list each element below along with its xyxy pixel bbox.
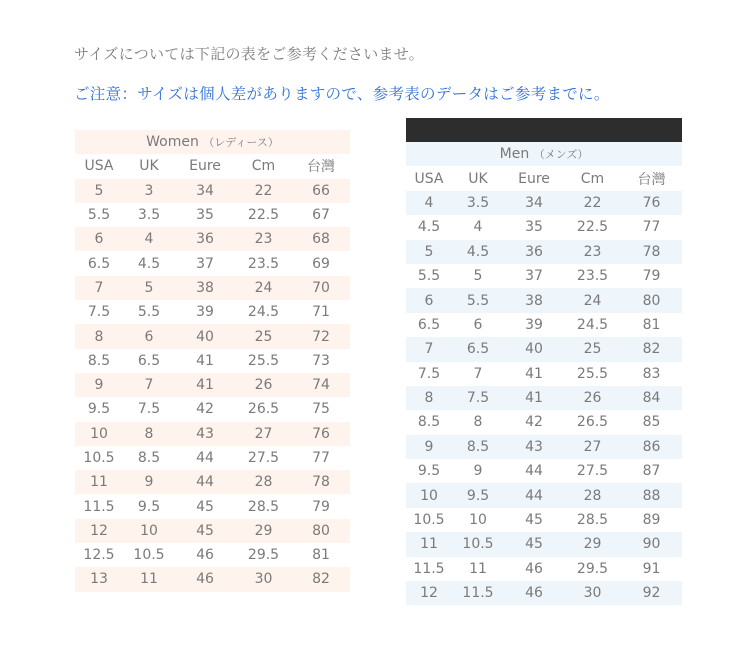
women-header-cm: Cm [251, 158, 276, 175]
intro-text: サイズについては下記の表をご参考くださいませ。 [74, 45, 424, 63]
men-table-row [406, 483, 682, 507]
men-table-cell: 8 [424, 390, 434, 407]
women-table-row [75, 446, 350, 470]
women-table-body [75, 179, 350, 592]
women-table-cell: 37 [196, 255, 214, 272]
men-table-cell: 38 [525, 292, 543, 309]
men-table-cell: 79 [642, 268, 661, 285]
men-table-cell: 10 [420, 487, 438, 504]
men-table-cell: 9 [473, 463, 483, 480]
women-table-cell: 79 [312, 498, 330, 515]
men-table-row [406, 532, 682, 556]
men-table-cell: 7 [473, 365, 483, 382]
men-table-cell: 7 [424, 341, 434, 358]
women-table-cell: 11 [140, 571, 158, 588]
men-table-cell: 24.5 [576, 316, 609, 333]
men-title-sub: （メンズ） [533, 148, 589, 162]
men-table-row [406, 557, 682, 581]
men-table-cell: 45 [525, 536, 543, 553]
women-table-cell: 68 [312, 231, 330, 248]
women-table-row [75, 203, 350, 227]
women-table-cell: 5 [144, 279, 154, 296]
women-table-row [75, 324, 350, 348]
men-table-cell: 5 [473, 268, 483, 285]
men-table-cell: 11 [420, 536, 438, 553]
men-table-cell: 8.5 [417, 414, 441, 431]
men-table-row [406, 435, 682, 459]
women-table-cell: 9.5 [87, 401, 111, 418]
women-table-row [75, 300, 350, 324]
women-table-cell: 4.5 [137, 255, 161, 272]
men-size-table [406, 142, 682, 605]
women-table-cell: 6.5 [87, 255, 111, 272]
men-table-cell: 9.5 [417, 463, 441, 480]
men-table-cell: 6.5 [417, 316, 441, 333]
women-table-cell: 23 [254, 231, 273, 248]
women-table-cell: 5.5 [87, 207, 111, 224]
women-table-cell: 82 [312, 571, 330, 588]
women-table-cell: 43 [196, 425, 214, 442]
men-header-row [406, 166, 682, 190]
women-table-cell: 45 [196, 498, 214, 515]
men-table-cell: 27.5 [576, 463, 609, 480]
women-table-row [75, 422, 350, 446]
men-table-cell: 6 [424, 292, 434, 309]
men-table-cell: 89 [642, 512, 661, 529]
women-table-cell: 6 [144, 328, 154, 345]
women-table-row [75, 470, 350, 494]
women-table-row [75, 567, 350, 591]
women-table-cell: 7 [94, 279, 104, 296]
women-header-usa: USA [84, 158, 114, 175]
women-header-uk: UK [139, 158, 159, 175]
women-table-row [75, 179, 350, 203]
women-table-cell: 27.5 [247, 450, 280, 466]
women-table-cell: 22.5 [247, 207, 280, 224]
women-table-cell: 9.5 [137, 498, 161, 515]
men-table-title [406, 142, 682, 166]
women-table-cell: 30 [254, 571, 273, 588]
women-table-cell: 41 [196, 352, 214, 369]
men-table-header-bar [406, 118, 682, 142]
men-table-row [406, 337, 682, 361]
men-table-cell: 9.5 [466, 487, 490, 504]
men-table-row [406, 264, 682, 288]
men-table-cell: 10 [469, 512, 487, 529]
men-table-cell: 25.5 [576, 365, 609, 382]
women-title-sub: （レディース） [203, 136, 279, 150]
women-table-title-row [75, 130, 350, 154]
men-table-cell: 12 [420, 585, 438, 602]
men-table-cell: 44 [525, 487, 543, 504]
men-table-cell: 41 [525, 390, 543, 407]
men-table-cell: 41 [525, 365, 543, 382]
women-table-cell: 25 [254, 328, 273, 345]
women-table-cell: 44 [196, 474, 214, 491]
men-table-cell: 6.5 [466, 341, 490, 358]
women-table-row [75, 494, 350, 518]
men-table-row [406, 581, 682, 605]
men-table-cell: 28.5 [576, 512, 609, 529]
women-table-cell: 24 [254, 279, 273, 296]
men-table-cell: 88 [642, 487, 661, 504]
men-table-title-row [406, 142, 682, 166]
women-table-cell: 76 [312, 425, 330, 442]
women-table-cell: 29.5 [247, 547, 280, 564]
men-table-cell: 11 [469, 560, 487, 577]
men-table-cell: 24 [583, 292, 602, 309]
women-table-cell: 10 [90, 425, 108, 442]
women-table-cell: 11 [90, 474, 108, 491]
women-table-cell: 75 [312, 401, 330, 418]
women-table-cell: 6.5 [137, 352, 161, 369]
men-table-cell: 5 [424, 243, 434, 260]
men-table-cell: 87 [642, 463, 661, 480]
women-table-cell: 73 [312, 352, 330, 369]
men-table-body [406, 191, 682, 606]
women-table-row [75, 251, 350, 275]
men-table-cell: 42 [525, 414, 543, 431]
men-table-cell: 7.5 [417, 365, 441, 382]
women-table-cell: 3 [144, 182, 154, 199]
men-table-cell: 76 [642, 194, 661, 211]
women-table-cell: 35 [196, 207, 214, 224]
women-table-cell: 13 [90, 571, 108, 588]
women-table-row [75, 276, 350, 300]
women-table-cell: 4 [144, 231, 154, 248]
women-table-cell: 28 [254, 474, 273, 491]
men-table-cell: 92 [642, 585, 661, 602]
women-table-cell: 12 [90, 522, 108, 539]
women-table-row [75, 349, 350, 373]
men-table-row [406, 386, 682, 410]
men-table-cell: 11.5 [462, 585, 494, 602]
men-table-cell: 26.5 [576, 414, 609, 431]
men-table-cell: 39 [525, 316, 543, 333]
women-table-cell: 7.5 [87, 304, 111, 321]
men-table-cell: 85 [642, 414, 661, 431]
women-table-row [75, 227, 350, 251]
men-table-cell: 25 [583, 341, 602, 358]
men-table-row [406, 288, 682, 312]
men-table-cell: 90 [642, 536, 661, 553]
women-table-cell: 10.5 [133, 547, 165, 564]
women-table-cell: 39 [196, 304, 214, 321]
men-header-usa: USA [414, 170, 444, 187]
men-table-cell: 28 [583, 487, 602, 504]
men-table-cell: 8 [473, 414, 483, 431]
women-size-table [75, 130, 350, 592]
men-table-row [406, 215, 682, 239]
men-table-row [406, 240, 682, 264]
women-table-row [75, 373, 350, 397]
women-table-cell: 34 [196, 182, 214, 199]
women-table-cell: 23.5 [247, 255, 280, 272]
women-table-cell: 67 [312, 207, 330, 224]
women-table-cell: 10.5 [83, 450, 115, 466]
women-table-cell: 9 [94, 377, 104, 394]
women-header-taiwan: 台灣 [307, 159, 335, 176]
men-table-row [406, 362, 682, 386]
women-table-cell: 8 [144, 425, 154, 442]
women-table-cell: 42 [196, 401, 214, 418]
women-table-cell: 28.5 [247, 498, 280, 515]
men-table-cell: 77 [642, 219, 661, 236]
men-table-cell: 81 [642, 316, 661, 333]
women-table-cell: 8 [94, 328, 104, 345]
women-table-cell: 26.5 [247, 401, 280, 418]
men-table-cell: 36 [525, 243, 543, 260]
women-title-label: Women [146, 134, 199, 151]
men-table-cell: 44 [525, 463, 543, 480]
women-table-cell: 44 [196, 450, 214, 466]
men-table-cell: 78 [642, 243, 661, 260]
men-table-cell: 43 [525, 438, 543, 455]
men-table-row [406, 313, 682, 337]
men-table-cell: 4 [473, 219, 483, 236]
men-table-cell: 26 [583, 390, 602, 407]
women-table-cell: 24.5 [247, 304, 280, 321]
men-table-cell: 23.5 [576, 268, 609, 285]
men-table-cell: 4 [424, 194, 434, 211]
men-table-cell: 84 [642, 390, 661, 407]
men-table-cell: 7.5 [466, 390, 490, 407]
women-table-cell: 71 [312, 304, 330, 321]
women-table-cell: 69 [312, 255, 330, 272]
women-table-cell: 46 [196, 571, 214, 588]
women-header-row [75, 154, 350, 178]
men-table-cell: 27 [583, 438, 602, 455]
women-table-cell: 70 [312, 279, 330, 296]
men-table-cell: 46 [525, 560, 543, 577]
men-table-cell: 45 [525, 512, 543, 529]
women-table-cell: 66 [312, 182, 330, 199]
women-table-cell: 6 [94, 231, 104, 248]
women-table-cell: 22 [254, 182, 273, 199]
men-table-cell: 4.5 [417, 219, 441, 236]
women-table-cell: 5.5 [137, 304, 161, 321]
women-table-row [75, 397, 350, 421]
women-table-cell: 36 [196, 231, 214, 248]
women-table-cell: 81 [312, 547, 330, 564]
men-table-cell: 30 [583, 585, 602, 602]
women-table-cell: 9 [144, 474, 154, 491]
men-table-cell: 5.5 [417, 268, 441, 285]
men-table-cell: 83 [642, 365, 661, 382]
women-table-row [75, 543, 350, 567]
men-header-taiwan: 台灣 [637, 171, 666, 188]
women-table-cell: 12.5 [83, 547, 115, 564]
women-table-cell: 10 [140, 522, 158, 539]
men-table-cell: 80 [642, 292, 661, 309]
women-table-cell: 27 [254, 425, 273, 442]
women-table-title [75, 130, 350, 154]
men-table-cell: 6 [473, 316, 483, 333]
women-table-cell: 77 [312, 450, 330, 466]
women-header-eure: Eure [189, 158, 221, 175]
men-table-cell: 82 [642, 341, 661, 358]
women-table-cell: 11.5 [83, 498, 115, 515]
men-table-cell: 22 [583, 194, 602, 211]
men-table-cell: 34 [525, 194, 543, 211]
men-header-eure: Eure [518, 170, 550, 187]
women-table-cell: 3.5 [137, 207, 161, 224]
women-table-cell: 74 [312, 377, 330, 394]
women-table-cell: 7 [144, 377, 154, 394]
women-table-cell: 38 [196, 279, 214, 296]
men-table-cell: 9 [424, 438, 434, 455]
men-table-cell: 91 [642, 560, 661, 577]
men-table-cell: 22.5 [576, 219, 609, 236]
men-table-cell: 8.5 [466, 438, 490, 455]
women-table-cell: 25.5 [247, 352, 280, 369]
women-table-cell: 45 [196, 522, 214, 539]
notice-text: ご注意：サイズは個人差がありますので、参考表のデータはご参考までに。 [74, 85, 610, 103]
men-table-row [406, 459, 682, 483]
women-table-cell: 8.5 [87, 352, 111, 369]
women-table-row [75, 519, 350, 543]
women-table-cell: 40 [196, 328, 214, 345]
men-table-cell: 29.5 [576, 560, 609, 577]
men-table-cell: 35 [525, 219, 543, 236]
men-table-cell: 4.5 [466, 243, 490, 260]
men-table-cell: 10.5 [462, 536, 494, 553]
men-header-uk: UK [468, 170, 488, 187]
women-table-cell: 7.5 [137, 401, 161, 418]
women-table-cell: 5 [94, 182, 104, 199]
men-table-cell: 23 [583, 243, 602, 260]
women-table-cell: 80 [312, 522, 330, 539]
women-table-cell: 29 [254, 522, 273, 539]
men-table-row [406, 410, 682, 434]
women-table-cell: 78 [312, 474, 330, 491]
men-table-cell: 37 [525, 268, 543, 285]
men-table-cell: 40 [525, 341, 543, 358]
men-table-cell: 11.5 [413, 560, 445, 577]
men-table-cell: 3.5 [466, 194, 490, 211]
women-table-cell: 41 [196, 377, 214, 394]
men-table-cell: 46 [525, 585, 543, 602]
men-table-cell: 5.5 [466, 292, 490, 309]
men-header-cm: Cm [580, 170, 605, 187]
men-table-row [406, 191, 682, 215]
women-table-cell: 8.5 [137, 450, 161, 466]
women-table-cell: 46 [196, 547, 214, 564]
men-table-cell: 29 [583, 536, 602, 553]
men-table-cell: 10.5 [413, 512, 445, 529]
women-table-cell: 72 [312, 328, 330, 345]
men-table-cell: 86 [642, 438, 661, 455]
men-title-label: Men [499, 146, 530, 163]
women-table-cell: 26 [254, 377, 273, 394]
men-table-row [406, 508, 682, 532]
